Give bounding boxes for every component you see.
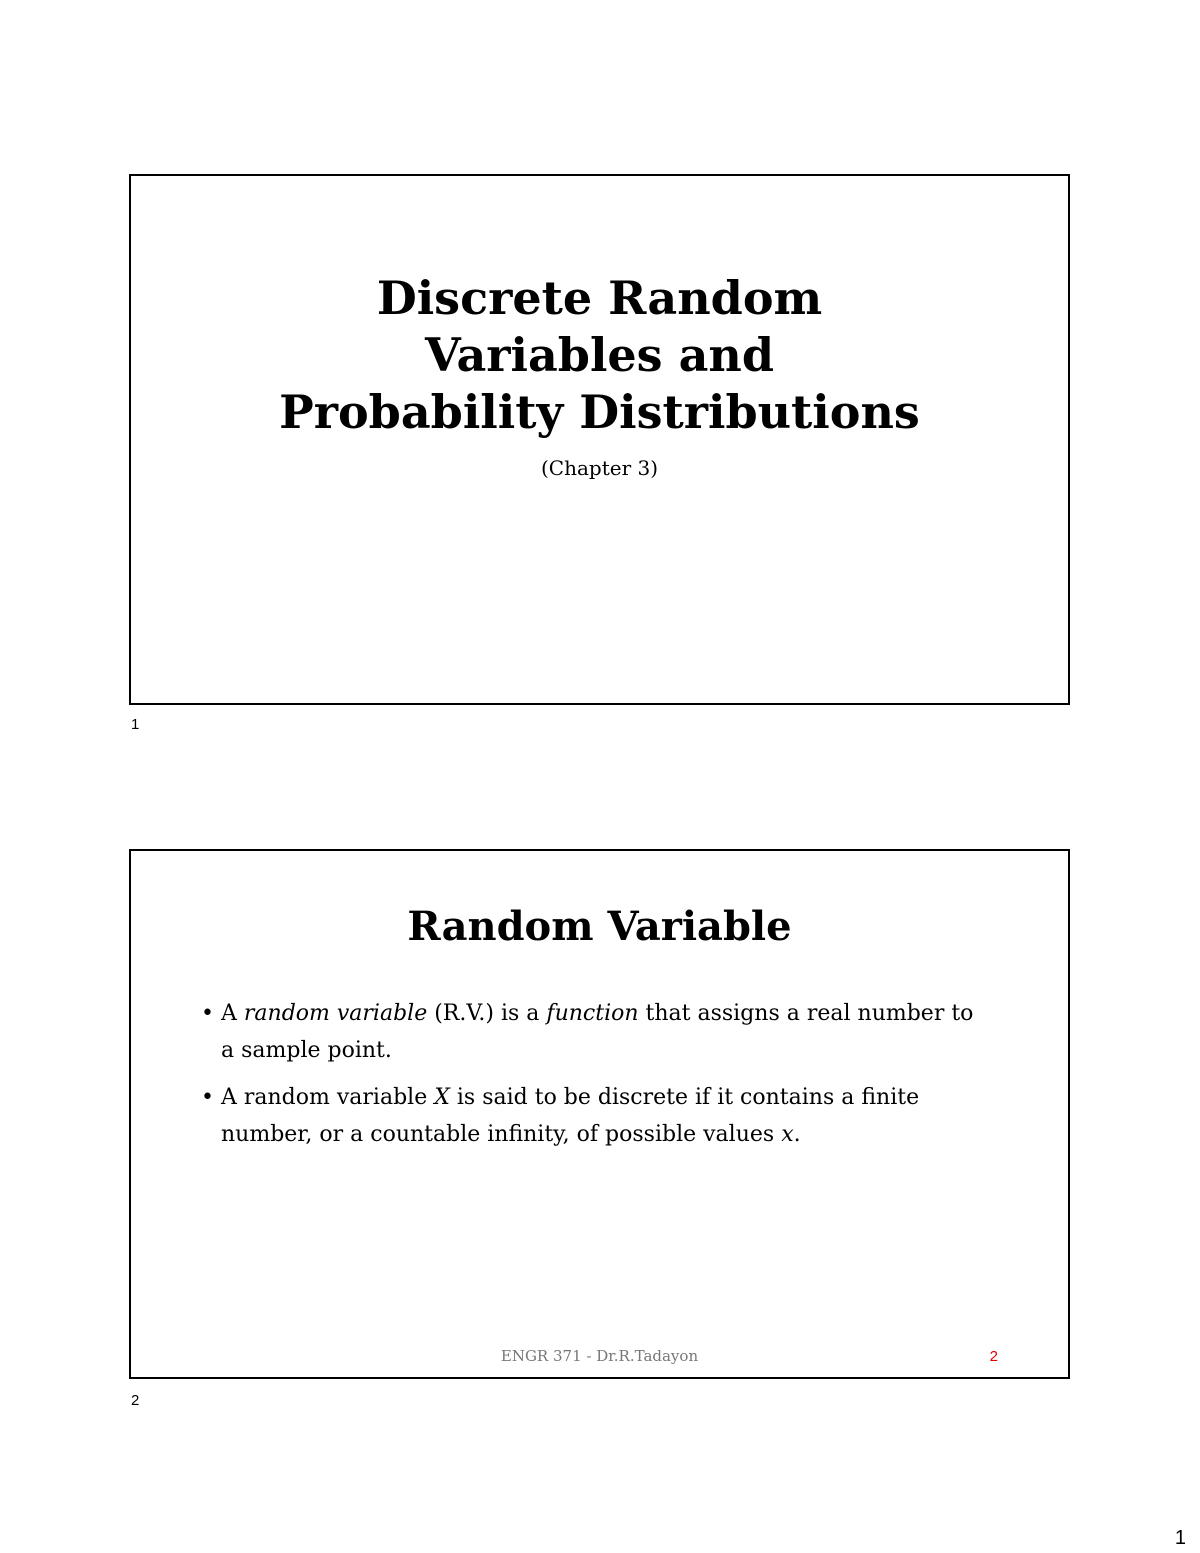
slide-footer: ENGR 371 - Dr.R.Tadayon <box>500 1347 699 1365</box>
bullet-text: (R.V.) is a <box>427 1001 547 1026</box>
bullet-text: . <box>793 1122 801 1147</box>
bullet-item <box>201 1079 988 1153</box>
slide-1 <box>129 174 1070 705</box>
term-random-variable: random variable <box>243 1001 428 1026</box>
slide-1-subtitle: (Chapter 3) <box>540 456 659 480</box>
bullet-text: A random variable <box>221 1085 435 1110</box>
title-line: Discrete Random <box>376 271 823 325</box>
bullet-text: that assigns a real number to a sample point. <box>221 1001 974 1063</box>
slide-2 <box>129 849 1070 1379</box>
slide-1-label: 1 <box>131 716 140 733</box>
slide-2-title: Random Variable <box>407 903 792 950</box>
symbol-x: x <box>781 1122 794 1147</box>
slide-2-label: 2 <box>131 1392 140 1409</box>
bullet-icon: • <box>201 1085 214 1110</box>
bullet-icon: • <box>201 1001 214 1026</box>
slide-footer-number: 2 <box>989 1348 998 1365</box>
page-number: 1 <box>1174 1527 1186 1549</box>
title-line: Variables and <box>424 328 775 382</box>
symbol-X: X <box>434 1085 450 1110</box>
bullet-text: is said to be discrete if it contains a finite number, or a countable infinity, of possible values <box>221 1085 920 1147</box>
bullet-text: A <box>221 1001 244 1026</box>
slide-1-title <box>131 270 1068 441</box>
term-function: function <box>546 1001 639 1026</box>
title-line: Probability Distributions <box>279 385 920 439</box>
bullet-list <box>201 995 988 1163</box>
bullet-item <box>201 995 988 1069</box>
